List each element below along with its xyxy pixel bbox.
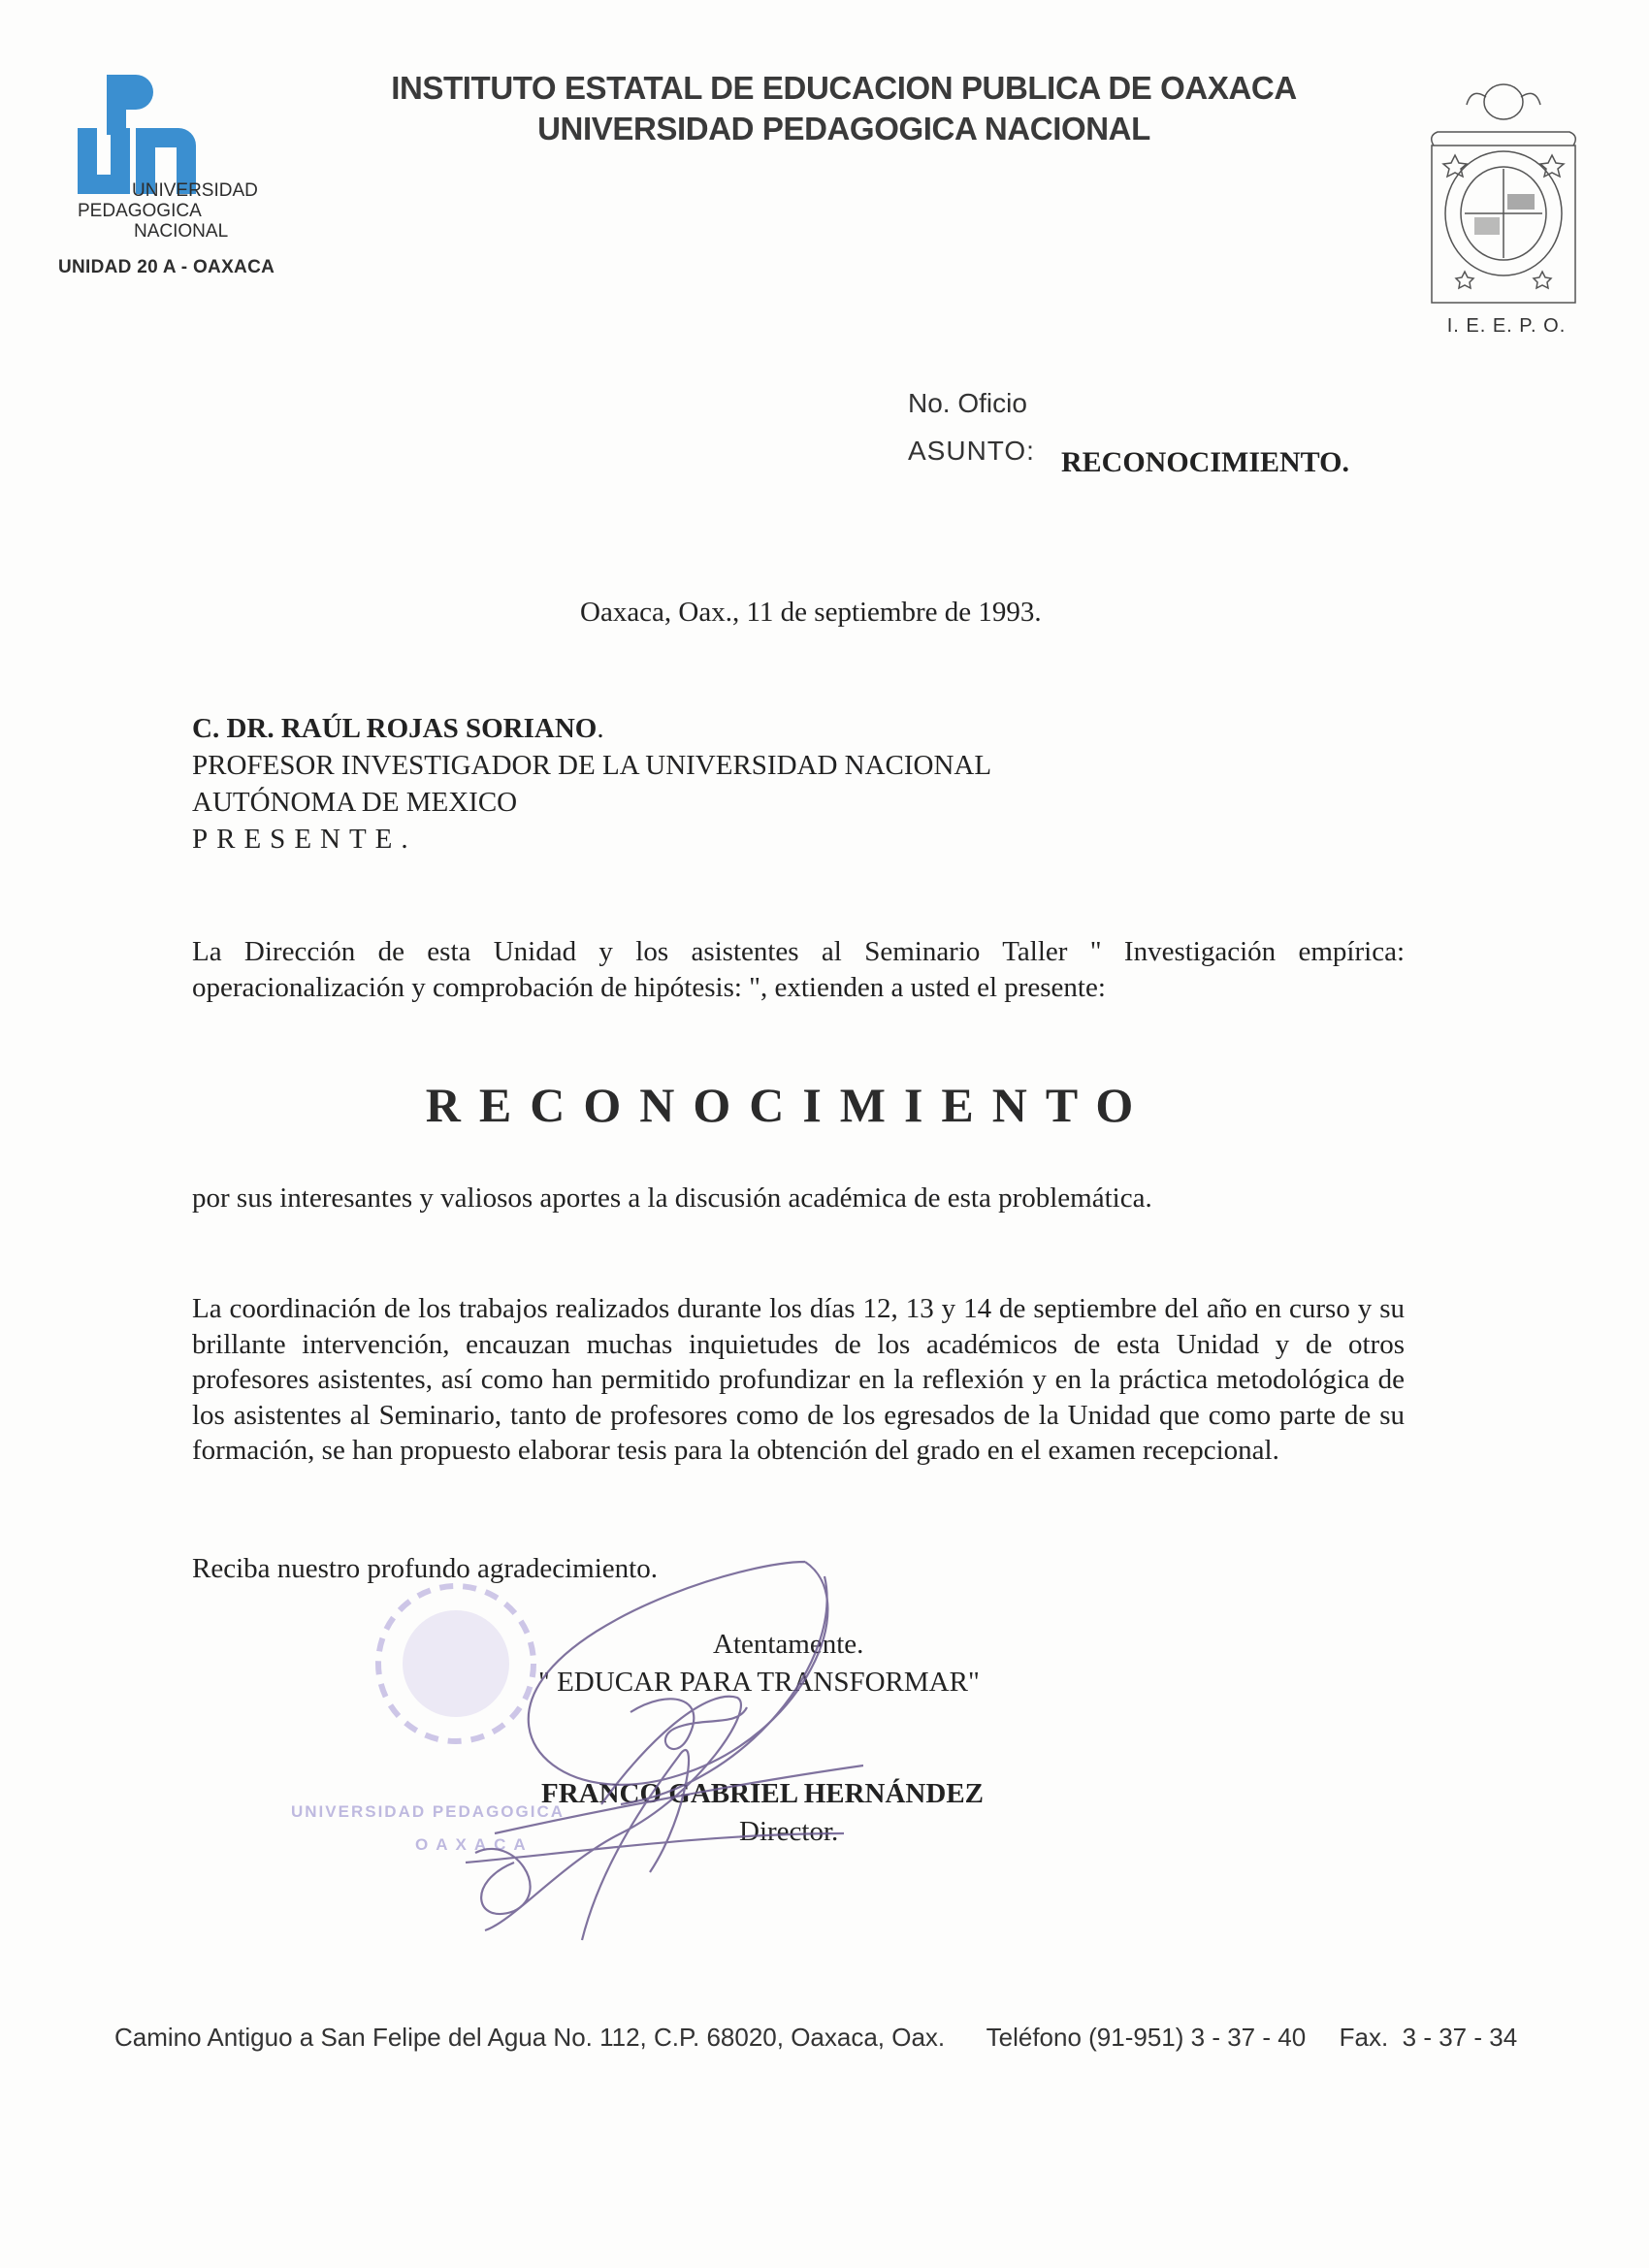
no-oficio-label: No. Oficio <box>908 388 1027 418</box>
thanks-line: Reciba nuestro profundo agradecimiento. <box>192 1553 658 1584</box>
coordination-paragraph: La coordinación de los trabajos realizados durante los días 12, 13 y 14 de septiembre del año en curso y su brillante intervención, encauzan muchas inquietudes de los académicos de esta Unidad y de otros profesores asistentes, así como han permitido profundizar en la reflexión y en la práctica metodológica de los asistentes al Seminario, tanto de profesores como de los egresados de la Unidad que como parte de su formación, se han propuesto elaborar tesis para la obtención del grado en el examen recepcional. <box>192 1293 1405 1466</box>
recognition-heading: RECONOCIMIENTO <box>425 1078 1152 1132</box>
institution-title-line2: UNIVERSIDAD PEDAGOGICA NACIONAL <box>537 111 1150 146</box>
recipient-position: PROFESOR INVESTIGADOR DE LA UNIVERSIDAD NACIONAL <box>192 750 992 781</box>
stamp-line2: OAXACA <box>415 1835 534 1854</box>
director-title: Director. <box>739 1816 839 1847</box>
stamp-line1: UNIVERSIDAD PEDAGOGICA <box>291 1802 566 1821</box>
director-name: FRANCO GABRIEL HERNÁNDEZ <box>541 1778 984 1809</box>
aportes-paragraph: por sus interesantes y valiosos aportes a la discusión académica de esta problemática. <box>192 1183 1152 1214</box>
institution-title-line1: INSTITUTO ESTATAL DE EDUCACION PUBLICA DE OAXACA <box>391 70 1297 106</box>
institution-title <box>330 68 1358 149</box>
closing-motto: " EDUCAR PARA TRANSFORMAR" <box>538 1667 980 1698</box>
oaxaca-seal-icon <box>1426 68 1581 310</box>
footer-address: Camino Antiguo a San Felipe del Agua No. 112, C.P. 68020, Oaxaca, Oax. <box>114 2023 946 2052</box>
footer-telefono: Teléfono (91-951) 3 - 37 - 40 <box>986 2023 1307 2052</box>
unit-label: UNIDAD 20 A - OAXACA <box>58 257 275 277</box>
recipient-name-line <box>192 710 991 747</box>
handwritten-signature-icon <box>456 1542 863 1950</box>
footer-fax: Fax. 3 - 37 - 34 <box>1339 2023 1518 2052</box>
recipient-name: C. DR. RAÚL ROJAS SORIANO <box>192 713 598 744</box>
recipient-institution: AUTÓNOMA DE MEXICO <box>192 787 518 818</box>
closing-atentamente: Atentamente. <box>713 1629 864 1660</box>
ieepo-label: I. E. E. P. O. <box>1446 315 1567 337</box>
recipient-name-suffix: . <box>597 713 604 744</box>
presente-line: PRESENTE. <box>192 824 417 855</box>
letter-date: Oaxaca, Oax., 11 de septiembre de 1993. <box>580 597 1042 628</box>
upn-caption <box>56 180 308 242</box>
upn-caption-line: PEDAGOGICA <box>78 201 202 221</box>
footer <box>114 2023 1628 2053</box>
intro-paragraph: La Dirección de esta Unidad y los asistentes al Seminario Taller " Investigación empírica: operacionalización y comprobación de hipótesis: ", extienden a usted el presente: <box>192 936 1405 1003</box>
asunto-value: RECONOCIMIENTO. <box>1061 446 1349 478</box>
recipient-block <box>192 710 991 858</box>
upn-caption-line: UNIVERSIDAD <box>132 180 258 201</box>
upn-caption-line: NACIONAL <box>134 221 229 242</box>
asunto-label: ASUNTO: <box>908 436 1035 466</box>
